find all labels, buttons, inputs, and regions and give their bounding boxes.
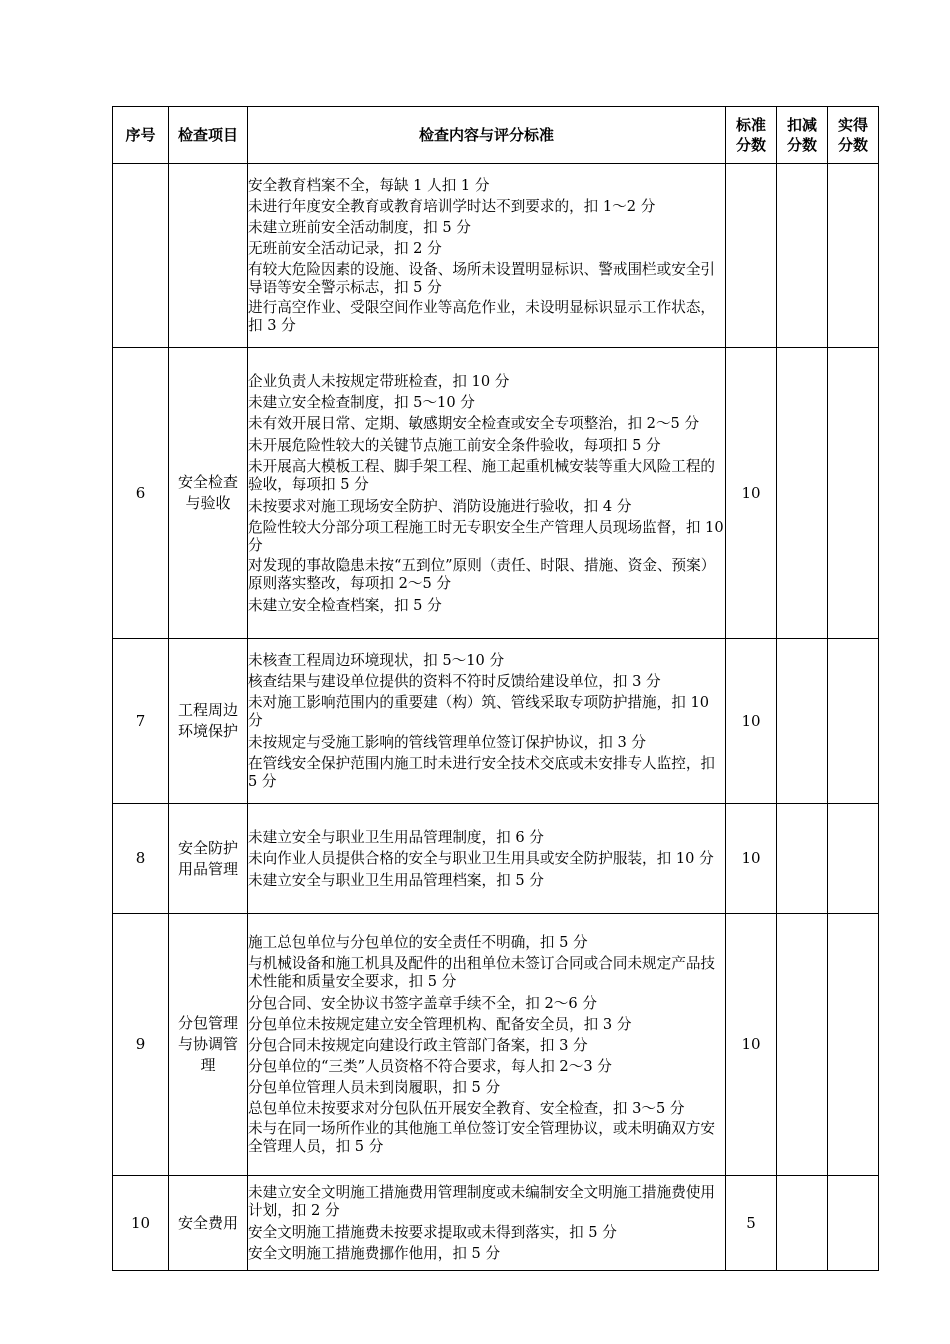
criteria-line: 总包单位未按要求对分包队伍开展安全教育、安全检查，扣 3～5 分 bbox=[248, 1099, 685, 1117]
row-deducted-score-cell[interactable] bbox=[777, 348, 828, 639]
row-inspection-item: 安全防护用品管理 bbox=[169, 804, 248, 914]
criteria-line: 与机械设备和施工机具及配件的出租单位未签订合同或合同未规定产品技术性能和质量安全要求，扣 5 分 bbox=[248, 954, 716, 990]
row-number bbox=[113, 164, 169, 348]
criteria-line: 分包单位的“三类”人员资格不符合要求，每人扣 2～3 分 bbox=[248, 1057, 612, 1075]
row-actual-score-cell[interactable] bbox=[828, 804, 879, 914]
table-body bbox=[113, 164, 879, 1271]
header-actual-score bbox=[828, 107, 879, 164]
header-item: 检查项目 bbox=[169, 107, 248, 164]
criteria-line: 分包单位管理人员未到岗履职，扣 5 分 bbox=[248, 1078, 501, 1096]
row-inspection-item: 安全检查与验收 bbox=[169, 348, 248, 639]
criteria-line: 未开展危险性较大的关键节点施工前安全条件验收，每项扣 5 分 bbox=[248, 436, 661, 454]
row-deducted-score-cell[interactable] bbox=[777, 1176, 828, 1271]
criteria-line: 无班前安全活动记录，扣 2 分 bbox=[248, 239, 442, 257]
criteria-line: 分包合同、安全协议书签字盖章手续不全，扣 2～6 分 bbox=[248, 994, 597, 1012]
criteria-line: 安全教育档案不全，每缺 1 人扣 1 分 bbox=[248, 176, 490, 194]
row-standard-score: 10 bbox=[726, 804, 777, 914]
row-number: 9 bbox=[113, 914, 169, 1176]
criteria-line: 未有效开展日常、定期、敏感期安全检查或安全专项整治，扣 2～5 分 bbox=[248, 414, 700, 432]
criteria-line: 危险性较大分部分项工程施工时无专职安全生产管理人员现场监督，扣 10 分 bbox=[248, 518, 724, 554]
criteria-line: 未进行年度安全教育或教育培训学时达不到要求的，扣 1～2 分 bbox=[248, 197, 656, 215]
criteria-line: 未与在同一场所作业的其他施工单位签订安全管理协议，或未明确双方安全管理人员，扣 5 分 bbox=[248, 1119, 716, 1155]
row-standard-score: 10 bbox=[726, 348, 777, 639]
inspection-score-table bbox=[112, 106, 879, 1271]
criteria-line: 未按规定与受施工影响的管线管理单位签订保护协议，扣 3 分 bbox=[248, 733, 647, 751]
table-row bbox=[113, 804, 879, 914]
row-criteria bbox=[248, 348, 726, 639]
criteria-line: 施工总包单位与分包单位的安全责任不明确，扣 5 分 bbox=[248, 933, 588, 951]
row-criteria bbox=[248, 164, 726, 348]
criteria-line: 安全文明施工措施费挪作他用，扣 5 分 bbox=[248, 1245, 501, 1262]
row-actual-score-cell[interactable] bbox=[828, 348, 879, 639]
header-deducted-score bbox=[777, 107, 828, 164]
row-deducted-score-cell[interactable] bbox=[777, 914, 828, 1176]
header-actual-score-line2: 分数 bbox=[837, 136, 868, 154]
row-inspection-item: 安全费用 bbox=[169, 1176, 248, 1271]
row-inspection-item: 分包管理与协调管理 bbox=[169, 914, 248, 1176]
row-actual-score-cell[interactable] bbox=[828, 164, 879, 348]
table-row bbox=[113, 348, 879, 639]
table-row bbox=[113, 1176, 879, 1271]
row-criteria bbox=[248, 1176, 726, 1271]
table-row bbox=[113, 914, 879, 1176]
header-deducted-score-line2: 分数 bbox=[786, 136, 817, 154]
row-standard-score bbox=[726, 164, 777, 348]
row-standard-score: 10 bbox=[726, 639, 777, 804]
criteria-line: 未建立安全检查档案，扣 5 分 bbox=[248, 596, 442, 614]
header-row bbox=[113, 107, 879, 164]
criteria-line: 未向作业人员提供合格的安全与职业卫生用具或安全防护服装，扣 10 分 bbox=[248, 849, 714, 867]
criteria-line: 未建立安全检查制度，扣 5～10 分 bbox=[248, 393, 475, 411]
criteria-line: 未按要求对施工现场安全防护、消防设施进行验收，扣 4 分 bbox=[248, 497, 632, 515]
criteria-line: 对发现的事故隐患未按“五到位”原则（责任、时限、措施、资金、预案）原则落实整改，每项扣 2～5 分 bbox=[248, 556, 716, 592]
row-standard-score: 10 bbox=[726, 914, 777, 1176]
header-deducted-score-line1: 扣减 bbox=[786, 116, 817, 134]
criteria-line: 分包合同未按规定向建设行政主管部门备案，扣 3 分 bbox=[248, 1036, 588, 1054]
row-criteria bbox=[248, 804, 726, 914]
criteria-line: 未开展高大模板工程、脚手架工程、施工起重机械安装等重大风险工程的验收，每项扣 5 分 bbox=[248, 457, 716, 493]
criteria-line: 未建立班前安全活动制度，扣 5 分 bbox=[248, 218, 471, 236]
row-number: 6 bbox=[113, 348, 169, 639]
criteria-line: 核查结果与建设单位提供的资料不符时反馈给建设单位，扣 3 分 bbox=[248, 672, 661, 690]
row-inspection-item bbox=[169, 164, 248, 348]
criteria-line: 未建立安全与职业卫生用品管理档案，扣 5 分 bbox=[248, 871, 544, 889]
row-number: 7 bbox=[113, 639, 169, 804]
row-actual-score-cell[interactable] bbox=[828, 1176, 879, 1271]
row-deducted-score-cell[interactable] bbox=[777, 804, 828, 914]
row-inspection-item: 工程周边环境保护 bbox=[169, 639, 248, 804]
header-standard-score-line2: 分数 bbox=[735, 136, 766, 154]
criteria-line: 未对施工影响范围内的重要建（构）筑、管线采取专项防护措施，扣 10 分 bbox=[248, 693, 710, 729]
header-standard-score-line1: 标准 bbox=[735, 116, 766, 134]
row-standard-score: 5 bbox=[726, 1176, 777, 1271]
row-number: 10 bbox=[113, 1176, 169, 1271]
criteria-line: 安全文明施工措施费未按要求提取或未得到落实，扣 5 分 bbox=[248, 1224, 617, 1241]
criteria-line: 有较大危险因素的设施、设备、场所未设置明显标识、警戒围栏或安全引导语等安全警示标志，扣 5 分 bbox=[248, 260, 716, 296]
table-row bbox=[113, 639, 879, 804]
row-deducted-score-cell[interactable] bbox=[777, 164, 828, 348]
criteria-line: 未建立安全与职业卫生用品管理制度，扣 6 分 bbox=[248, 828, 544, 846]
header-standard-score bbox=[726, 107, 777, 164]
criteria-line: 未核查工程周边环境现状，扣 5～10 分 bbox=[248, 651, 505, 669]
criteria-line: 企业负责人未按规定带班检查，扣 10 分 bbox=[248, 372, 510, 390]
header-actual-score-line1: 实得 bbox=[837, 116, 868, 134]
row-deducted-score-cell[interactable] bbox=[777, 639, 828, 804]
table-row bbox=[113, 164, 879, 348]
row-actual-score-cell[interactable] bbox=[828, 639, 879, 804]
criteria-line: 未建立安全文明施工措施费用管理制度或未编制安全文明施工措施费使用计划，扣 2 分 bbox=[248, 1184, 716, 1219]
criteria-line: 在管线安全保护范围内施工时未进行安全技术交底或未安排专人监控，扣 5 分 bbox=[248, 754, 716, 790]
row-criteria bbox=[248, 639, 726, 804]
header-content: 检查内容与评分标准 bbox=[248, 107, 726, 164]
criteria-line: 进行高空作业、受限空间作业等高危作业，未设明显标识显示工作状态，扣 3 分 bbox=[248, 298, 716, 334]
row-criteria bbox=[248, 914, 726, 1176]
row-number: 8 bbox=[113, 804, 169, 914]
criteria-line: 分包单位未按规定建立安全管理机构、配备安全员，扣 3 分 bbox=[248, 1015, 632, 1033]
row-actual-score-cell[interactable] bbox=[828, 914, 879, 1176]
header-no: 序号 bbox=[113, 107, 169, 164]
